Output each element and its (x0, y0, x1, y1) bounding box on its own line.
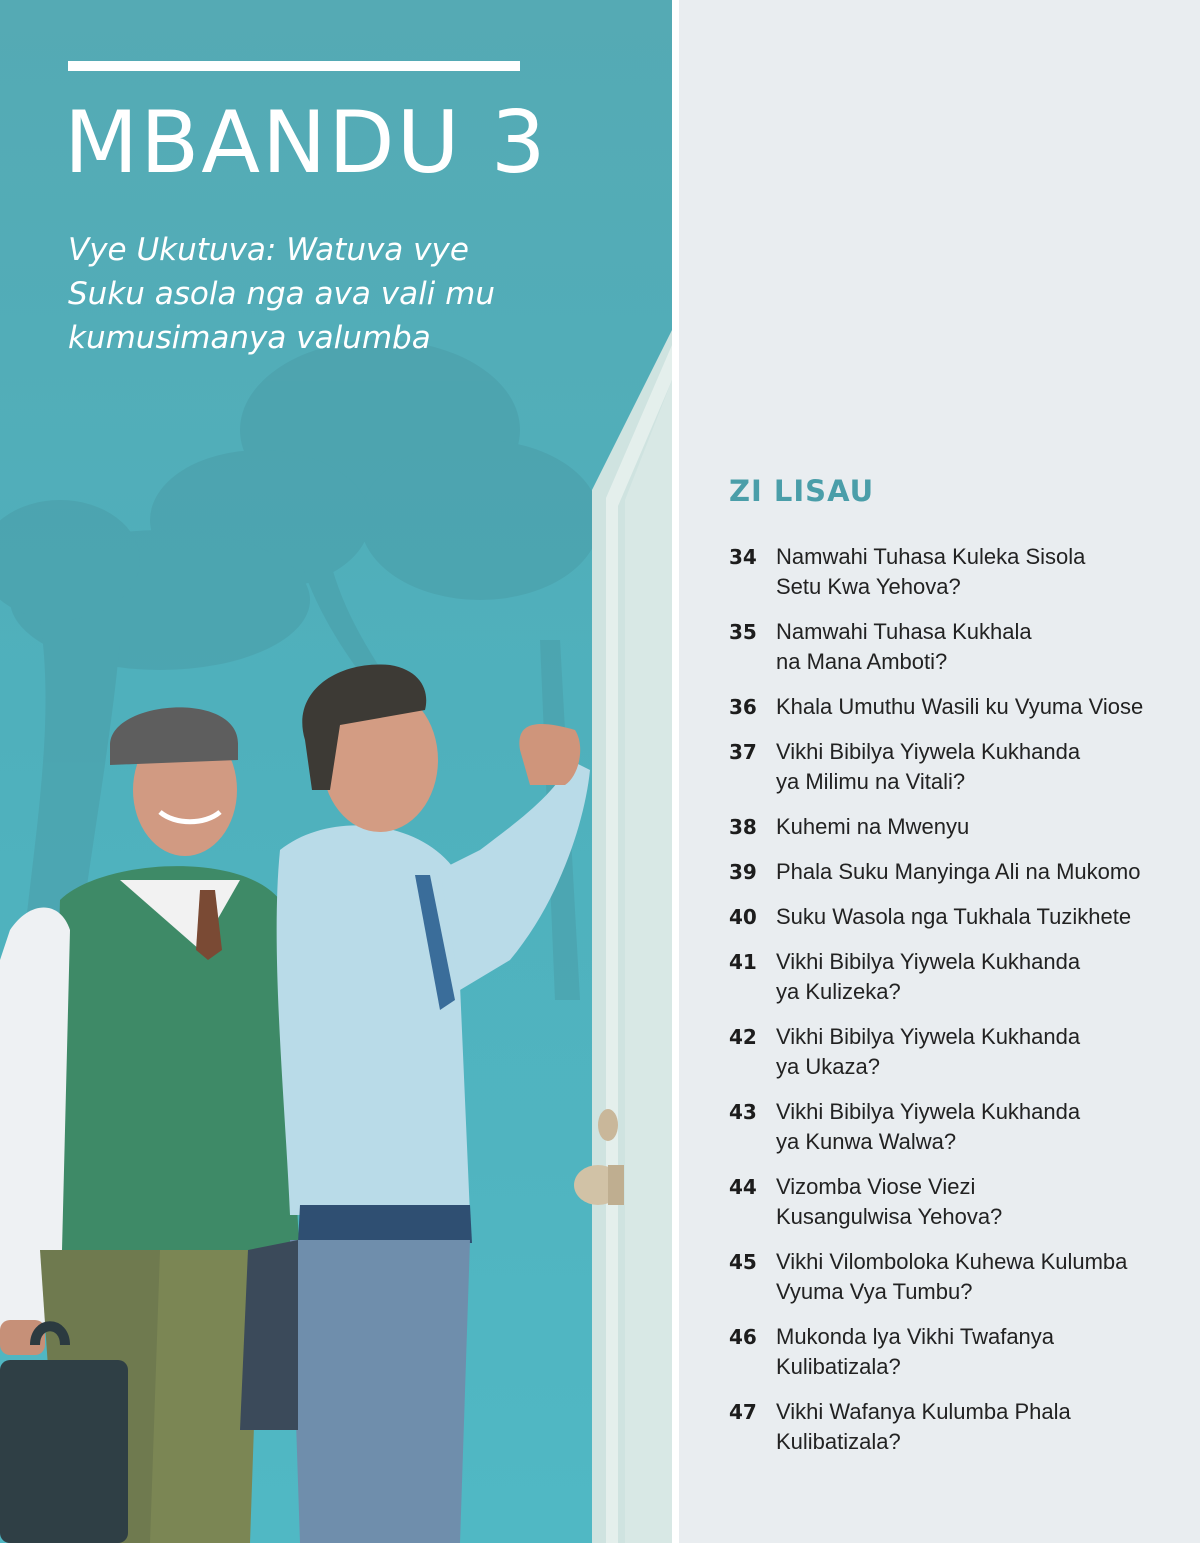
door-lock (598, 1109, 618, 1141)
list-item[interactable] (729, 542, 1179, 602)
list-item[interactable] (729, 692, 1179, 722)
list-item[interactable] (729, 947, 1179, 1007)
lesson-number: 42 (729, 1025, 757, 1049)
list-item[interactable] (729, 1397, 1179, 1457)
lesson-number: 41 (729, 950, 757, 974)
lesson-number: 37 (729, 740, 757, 764)
lesson-title: Khala Umuthu Wasili ku Vyuma Viose (776, 694, 1144, 719)
lesson-number: 40 (729, 905, 757, 929)
lesson-number: 45 (729, 1250, 757, 1274)
list-item[interactable] (729, 1247, 1179, 1307)
page-title: MBANDU 3 (64, 93, 548, 193)
lesson-title: Vikhi Bibilya Yiywela Kukhanda ya Ukaza? (776, 1024, 1081, 1079)
lesson-title: Vikhi Vilomboloka Kuhewa Kulumba Vyuma Vya Tumbu? (776, 1249, 1128, 1304)
contents-heading: ZI LISAU (729, 474, 875, 508)
lesson-number: 44 (729, 1175, 757, 1199)
lesson-title: Vizomba Viose Viezi Kusangulwisa Yehova? (776, 1174, 1003, 1229)
lesson-title: Vikhi Bibilya Yiywela Kukhanda ya Milimu na Vitali? (776, 739, 1081, 794)
lesson-number: 38 (729, 815, 757, 839)
lesson-number: 43 (729, 1100, 757, 1124)
lesson-title: Vikhi Bibilya Yiywela Kukhanda ya Kulizeka? (776, 949, 1081, 1004)
list-item[interactable] (729, 1322, 1179, 1382)
list-item[interactable] (729, 857, 1179, 887)
list-item[interactable] (729, 737, 1179, 797)
part-subtitle: Vye Ukutuva: Watuva vye Suku asola nga ava vali mu kumusimanya valumba (68, 232, 495, 356)
lesson-number: 39 (729, 860, 757, 884)
list-item[interactable] (729, 1022, 1179, 1082)
lesson-number: 47 (729, 1400, 757, 1424)
lesson-title: Phala Suku Manyinga Ali na Mukomo (776, 859, 1141, 884)
lesson-title: Namwahi Tuhasa Kuleka Sisola Setu Kwa Yehova? (776, 544, 1086, 599)
list-item[interactable] (729, 617, 1179, 677)
lesson-number: 34 (729, 545, 757, 569)
list-item[interactable] (729, 902, 1179, 932)
panel-divider (672, 0, 679, 1543)
lesson-title: Vikhi Bibilya Yiywela Kukhanda ya Kunwa Walwa? (776, 1099, 1081, 1154)
lesson-number: 35 (729, 620, 757, 644)
lesson-title: Kuhemi na Mwenyu (776, 814, 970, 839)
lesson-number: 46 (729, 1325, 757, 1349)
lesson-title: Namwahi Tuhasa Kukhala na Mana Amboti? (776, 619, 1032, 674)
list-item[interactable] (729, 1172, 1179, 1232)
contents-list (729, 542, 1179, 1472)
lesson-title: Suku Wasola nga Tukhala Tuzikhete (776, 904, 1132, 929)
young-man (240, 664, 590, 1543)
lesson-title: Vikhi Wafanya Kulumba Phala Kulibatizala? (776, 1399, 1071, 1454)
list-item[interactable] (729, 812, 1179, 842)
lesson-number: 36 (729, 695, 757, 719)
title-rule (68, 61, 520, 71)
lesson-title: Mukonda lya Vikhi Twafanya Kulibatizala? (776, 1324, 1055, 1379)
list-item[interactable] (729, 1097, 1179, 1157)
